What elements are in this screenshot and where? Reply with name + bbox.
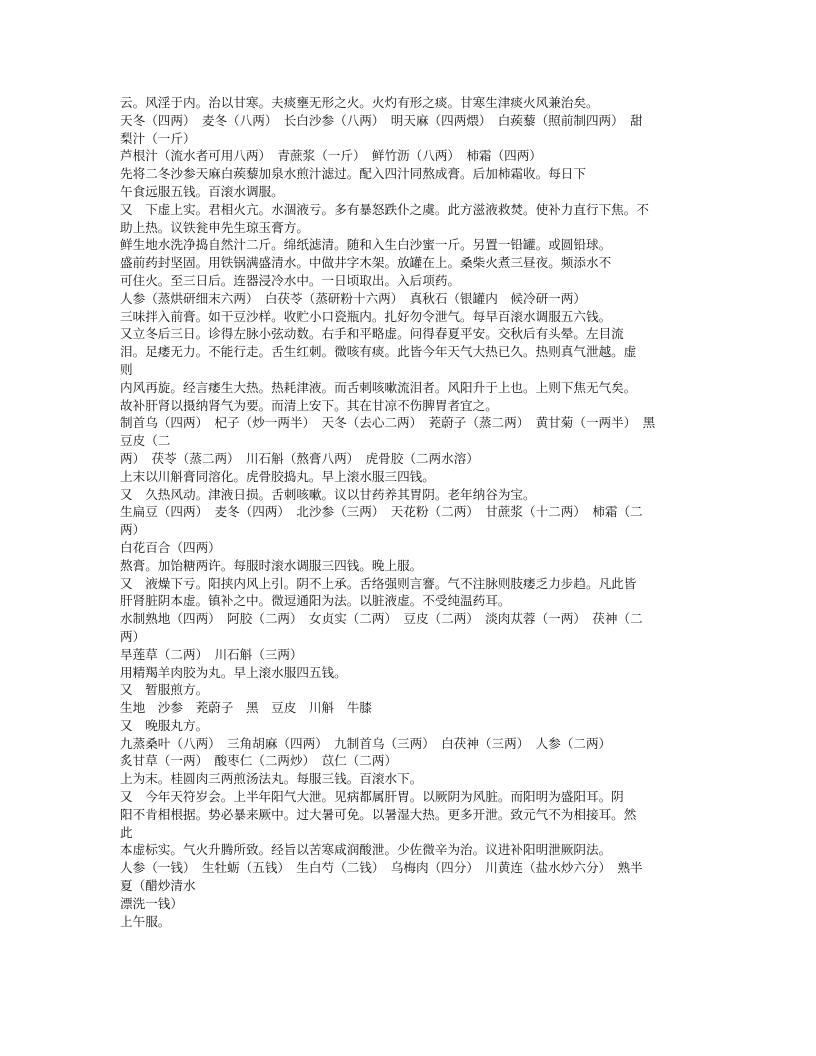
text-line: 生扁豆（四两） 麦冬（四两） 北沙参（三两） 天花粉（二两） 甘蔗浆（十二两） 柿霜（二 — [120, 504, 643, 520]
text-line: 此 — [120, 824, 133, 840]
text-line: 上末以川斛膏同溶化。虎骨胶捣丸。早上滚水服三四钱。 — [120, 468, 435, 484]
text-line: 阳不肯相根据。势必暴来厥中。过大暑可免。以暑湿大热。更多开泄。致元气不为相接耳。然 — [120, 806, 637, 822]
text-line: 用精羯羊肉胶为丸。早上滚水服四五钱。 — [120, 664, 347, 680]
text-line: 又 下虚上实。君相火亢。水涸液亏。多有暴怒跌仆之虞。此方滋液救焚。使补力直行下焦。不 — [120, 201, 649, 217]
text-line: 炙甘草（一两） 酸枣仁（二两炒） 苡仁（二两） — [120, 753, 398, 769]
text-line: 鲜生地水洗净捣自然汁二斤。绵纸滤清。随和入生白沙蜜一斤。另置一铅罐。或圆铅球。 — [120, 237, 612, 253]
text-line: 又立冬后三日。诊得左脉小弦动数。右手和平略虚。问得春夏平安。交秋后有头晕。左目流 — [120, 326, 624, 342]
text-line: 两） — [120, 628, 146, 644]
text-line: 两） 茯苓（蒸二两） 川石斛（熬膏八两） 虎骨胶（二两水溶） — [120, 450, 479, 466]
text-line: 夏（醋炒清水 — [120, 878, 196, 894]
text-line: 人参（蒸烘研细末六两） 白茯苓（蒸研粉十六两） 真秋石（银罐内 候冷研一两） — [120, 290, 586, 306]
text-line: 则 — [120, 361, 133, 377]
text-line: 旱莲草（二两） 川石斛（三两） — [120, 646, 303, 662]
text-line: 梨汁（一斤） — [120, 130, 196, 146]
text-line: 天冬（四两） 麦冬（八两） 长白沙参（八两） 明天麻（四两煨） 白蒺藜（照前制四两） 甜 — [120, 112, 643, 128]
text-line: 水制熟地（四两） 阿胶（二两） 女贞实（二两） 豆皮（二两） 淡肉苁蓉（一两） 茯神（二 — [120, 611, 643, 627]
text-line: 生地 沙参 茺蔚子 黑 豆皮 川斛 牛膝 — [120, 700, 372, 716]
text-line: 午食远服五钱。百滚水调服。 — [120, 183, 284, 199]
text-line: 肝肾脏阴本虚。镇补之中。微逗通阳为法。以脏液虚。不受纯温药耳。 — [120, 593, 511, 609]
text-line: 熬膏。加饴糖两许。每服时滚水调服三四钱。晚上服。 — [120, 557, 423, 573]
text-line: 泪。足痿无力。不能行走。舌生红刺。微咳有痰。此皆今年天气大热已久。热则真气泄越。虚 — [120, 344, 637, 360]
text-line: 先将二冬沙参天麻白蒺藜加泉水煎汁滤过。配入四汁同熬成膏。后加柿霜收。每日下 — [120, 166, 586, 182]
text-line: 九蒸桑叶（八两） 三角胡麻（四两） 九制首乌（三两） 白茯神（三两） 人参（二两） — [120, 735, 612, 751]
text-line: 又 久热风动。津液日损。舌刺咳嗽。议以甘药养其胃阴。老年纳谷为宝。 — [120, 486, 536, 502]
text-line: 上为末。桂圆肉三两煎汤法丸。每服三钱。百滚水下。 — [120, 771, 423, 787]
text-line: 三味拌入前膏。如干豆沙样。收贮小口瓷瓶内。扎好勿令泄气。每早百滚水调服五六钱。 — [120, 308, 612, 324]
text-line: 两） — [120, 522, 146, 538]
text-line: 内风再旋。经言痿生大热。热耗津液。而舌刺咳嗽流泪者。风阳升于上也。上则下焦无气矣。 — [120, 379, 637, 395]
text-line: 又 晚服丸方。 — [120, 717, 209, 733]
text-line: 人参（一钱） 生牡蛎（五钱） 生白芍（二钱） 乌梅肉（四分） 川黄连（盐水炒六分） 熟半 — [120, 860, 643, 876]
text-line: 白花百合（四两） — [120, 539, 221, 555]
text-line: 又 暂服煎方。 — [120, 682, 209, 698]
text-line: 上午服。 — [120, 913, 171, 929]
text-line: 云。风淫于内。治以甘寒。夫痰壅无形之火。火灼有形之痰。甘寒生津痰火风兼治矣。 — [120, 95, 599, 110]
text-line: 又 液燥下亏。阳挟内风上引。阴不上承。舌络强则言謇。气不注脉则肢痿乏力步趋。凡此皆 — [120, 575, 637, 591]
text-line: 本虚标实。气火升腾所致。经旨以苦寒咸润酸泄。少佐微辛为治。议进补阳明泄厥阴法。 — [120, 842, 612, 858]
text-line: 可住火。至三日后。连器浸冷水中。一日顷取出。入后项药。 — [120, 272, 461, 288]
text-line: 制首乌（四两） 杞子（炒一两半） 天冬（去心二两） 茺蔚子（蒸二两） 黄甘菊（一两半） 黑 — [120, 415, 656, 431]
text-line: 故补肝肾以摄纳肾气为要。而清上安下。其在甘凉不伤脾胃者宜之。 — [120, 397, 498, 413]
text-line: 芦根汁（流水者可用八两） 青蔗浆（一斤） 鲜竹沥（八两） 柿霜（四两） — [120, 148, 542, 164]
text-line: 漂洗一钱） — [120, 895, 183, 911]
text-line: 又 今年天符岁会。上半年阳气大泄。见病都属肝胃。以厥阴为风脏。而阳明为盛阳耳。阴 — [120, 789, 624, 805]
text-line: 豆皮（二 — [120, 433, 171, 449]
text-line: 盛前药封坚固。用铁锅满盛清水。中做井字木架。放罐在上。桑柴火煮三昼夜。频添水不 — [120, 255, 612, 271]
text-line: 助上热。议铁瓮申先生琼玉膏方。 — [120, 219, 309, 235]
document-text — [120, 94, 702, 930]
